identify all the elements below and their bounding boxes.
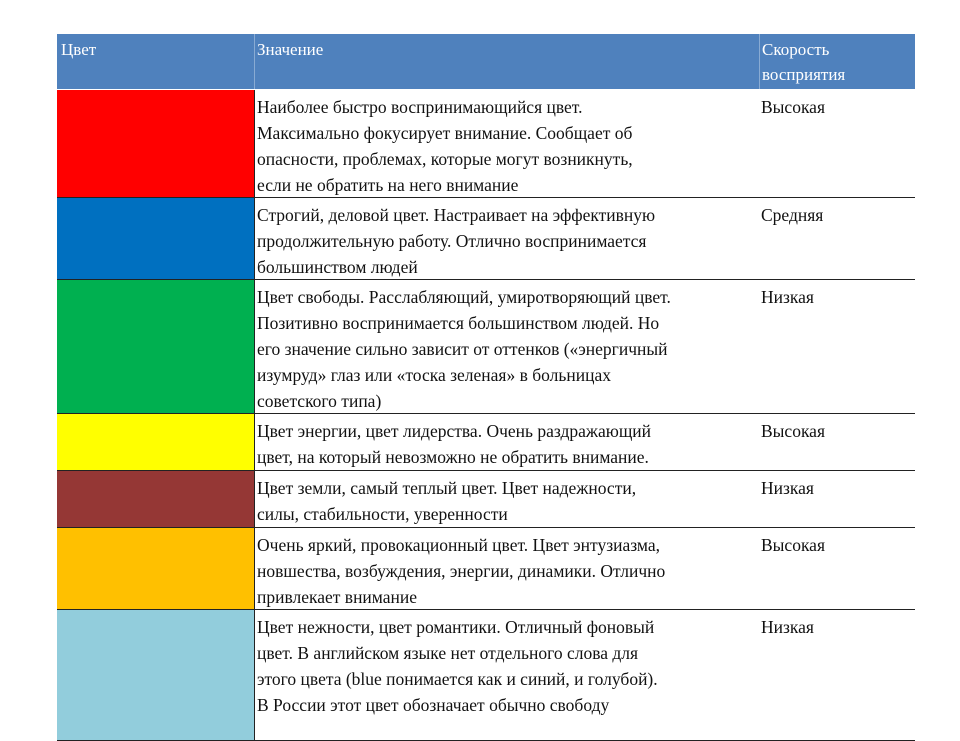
meaning-line: цвет, на который невозможно не обратить внимание. — [257, 447, 649, 467]
meaning-cell — [254, 471, 759, 527]
color-swatch — [57, 198, 254, 279]
meaning-line: продолжительную работу. Отлично воспринимается — [257, 231, 647, 251]
meaning-line: изумруд» глаз или «тоска зеленая» в больницах — [257, 365, 611, 385]
table-row — [57, 198, 915, 280]
table-row — [57, 414, 915, 471]
table-row — [57, 471, 915, 528]
table-row — [57, 610, 915, 741]
meaning-line: Цвет энергии, цвет лидерства. Очень раздражающий — [257, 421, 652, 441]
meaning-line: Позитивно воспринимается большинством людей. Но — [257, 313, 660, 333]
meaning-line: Цвет свободы. Расслабляющий, умиротворяющий цвет. — [257, 287, 671, 307]
speed-cell: Высокая — [761, 421, 826, 441]
table-row — [57, 528, 915, 610]
meaning-line: Максимально фокусирует внимание. Сообщает об — [257, 123, 633, 143]
meaning-cell — [254, 610, 759, 740]
meaning-line: цвет. В английском языке нет отдельного слова для — [257, 643, 639, 663]
color-swatch — [57, 414, 254, 470]
meaning-line: Строгий, деловой цвет. Настраивает на эффективную — [257, 205, 656, 225]
table-body — [57, 90, 915, 741]
meaning-line: Очень яркий, провокационный цвет. Цвет энтузиазма, — [257, 535, 660, 555]
table-row — [57, 90, 915, 198]
meaning-line: опасности, проблемах, которые могут возникнуть, — [257, 149, 633, 169]
table-row — [57, 280, 915, 414]
speed-cell: Низкая — [761, 287, 814, 307]
meaning-line: силы, стабильности, уверенности — [257, 504, 508, 524]
meaning-line: советского типа) — [257, 391, 382, 411]
meaning-cell — [254, 280, 759, 413]
header-meaning: Значение — [254, 34, 759, 89]
table-header — [57, 34, 915, 90]
meaning-line: его значение сильно зависит от оттенков («энергичный — [257, 339, 668, 359]
header-speed-line1: Скорость — [762, 40, 830, 59]
meaning-line: новшества, возбуждения, энергии, динамики. Отлично — [257, 561, 666, 581]
meaning-line: Наиболее быстро воспринимающийся цвет. — [257, 97, 583, 117]
meaning-line: Цвет земли, самый теплый цвет. Цвет надежности, — [257, 478, 637, 498]
color-swatch — [57, 471, 254, 527]
meaning-line: В России этот цвет обозначает обычно свободу — [257, 695, 610, 715]
color-swatch — [57, 528, 254, 609]
meaning-line: если не обратить на него внимание — [257, 175, 519, 195]
color-swatch — [57, 280, 254, 413]
meaning-cell — [254, 528, 759, 609]
meaning-line: большинством людей — [257, 257, 418, 277]
speed-cell: Средняя — [761, 205, 824, 225]
color-swatch — [57, 90, 254, 197]
meaning-line: этого цвета (blue понимается как и синий, и голубой). — [257, 669, 658, 689]
speed-cell: Низкая — [761, 617, 814, 637]
header-speed-line2: восприятия — [762, 65, 846, 84]
meaning-cell — [254, 90, 759, 197]
meaning-line: Цвет нежности, цвет романтики. Отличный фоновый — [257, 617, 655, 637]
meaning-line: привлекает внимание — [257, 587, 418, 607]
color-swatch — [57, 610, 254, 740]
header-color: Цвет — [61, 40, 97, 59]
meaning-cell — [254, 414, 759, 470]
speed-cell: Высокая — [761, 535, 826, 555]
header-speed — [759, 34, 915, 89]
speed-cell: Низкая — [761, 478, 814, 498]
meaning-cell — [254, 198, 759, 279]
speed-cell: Высокая — [761, 97, 826, 117]
color-meaning-table — [56, 34, 915, 741]
